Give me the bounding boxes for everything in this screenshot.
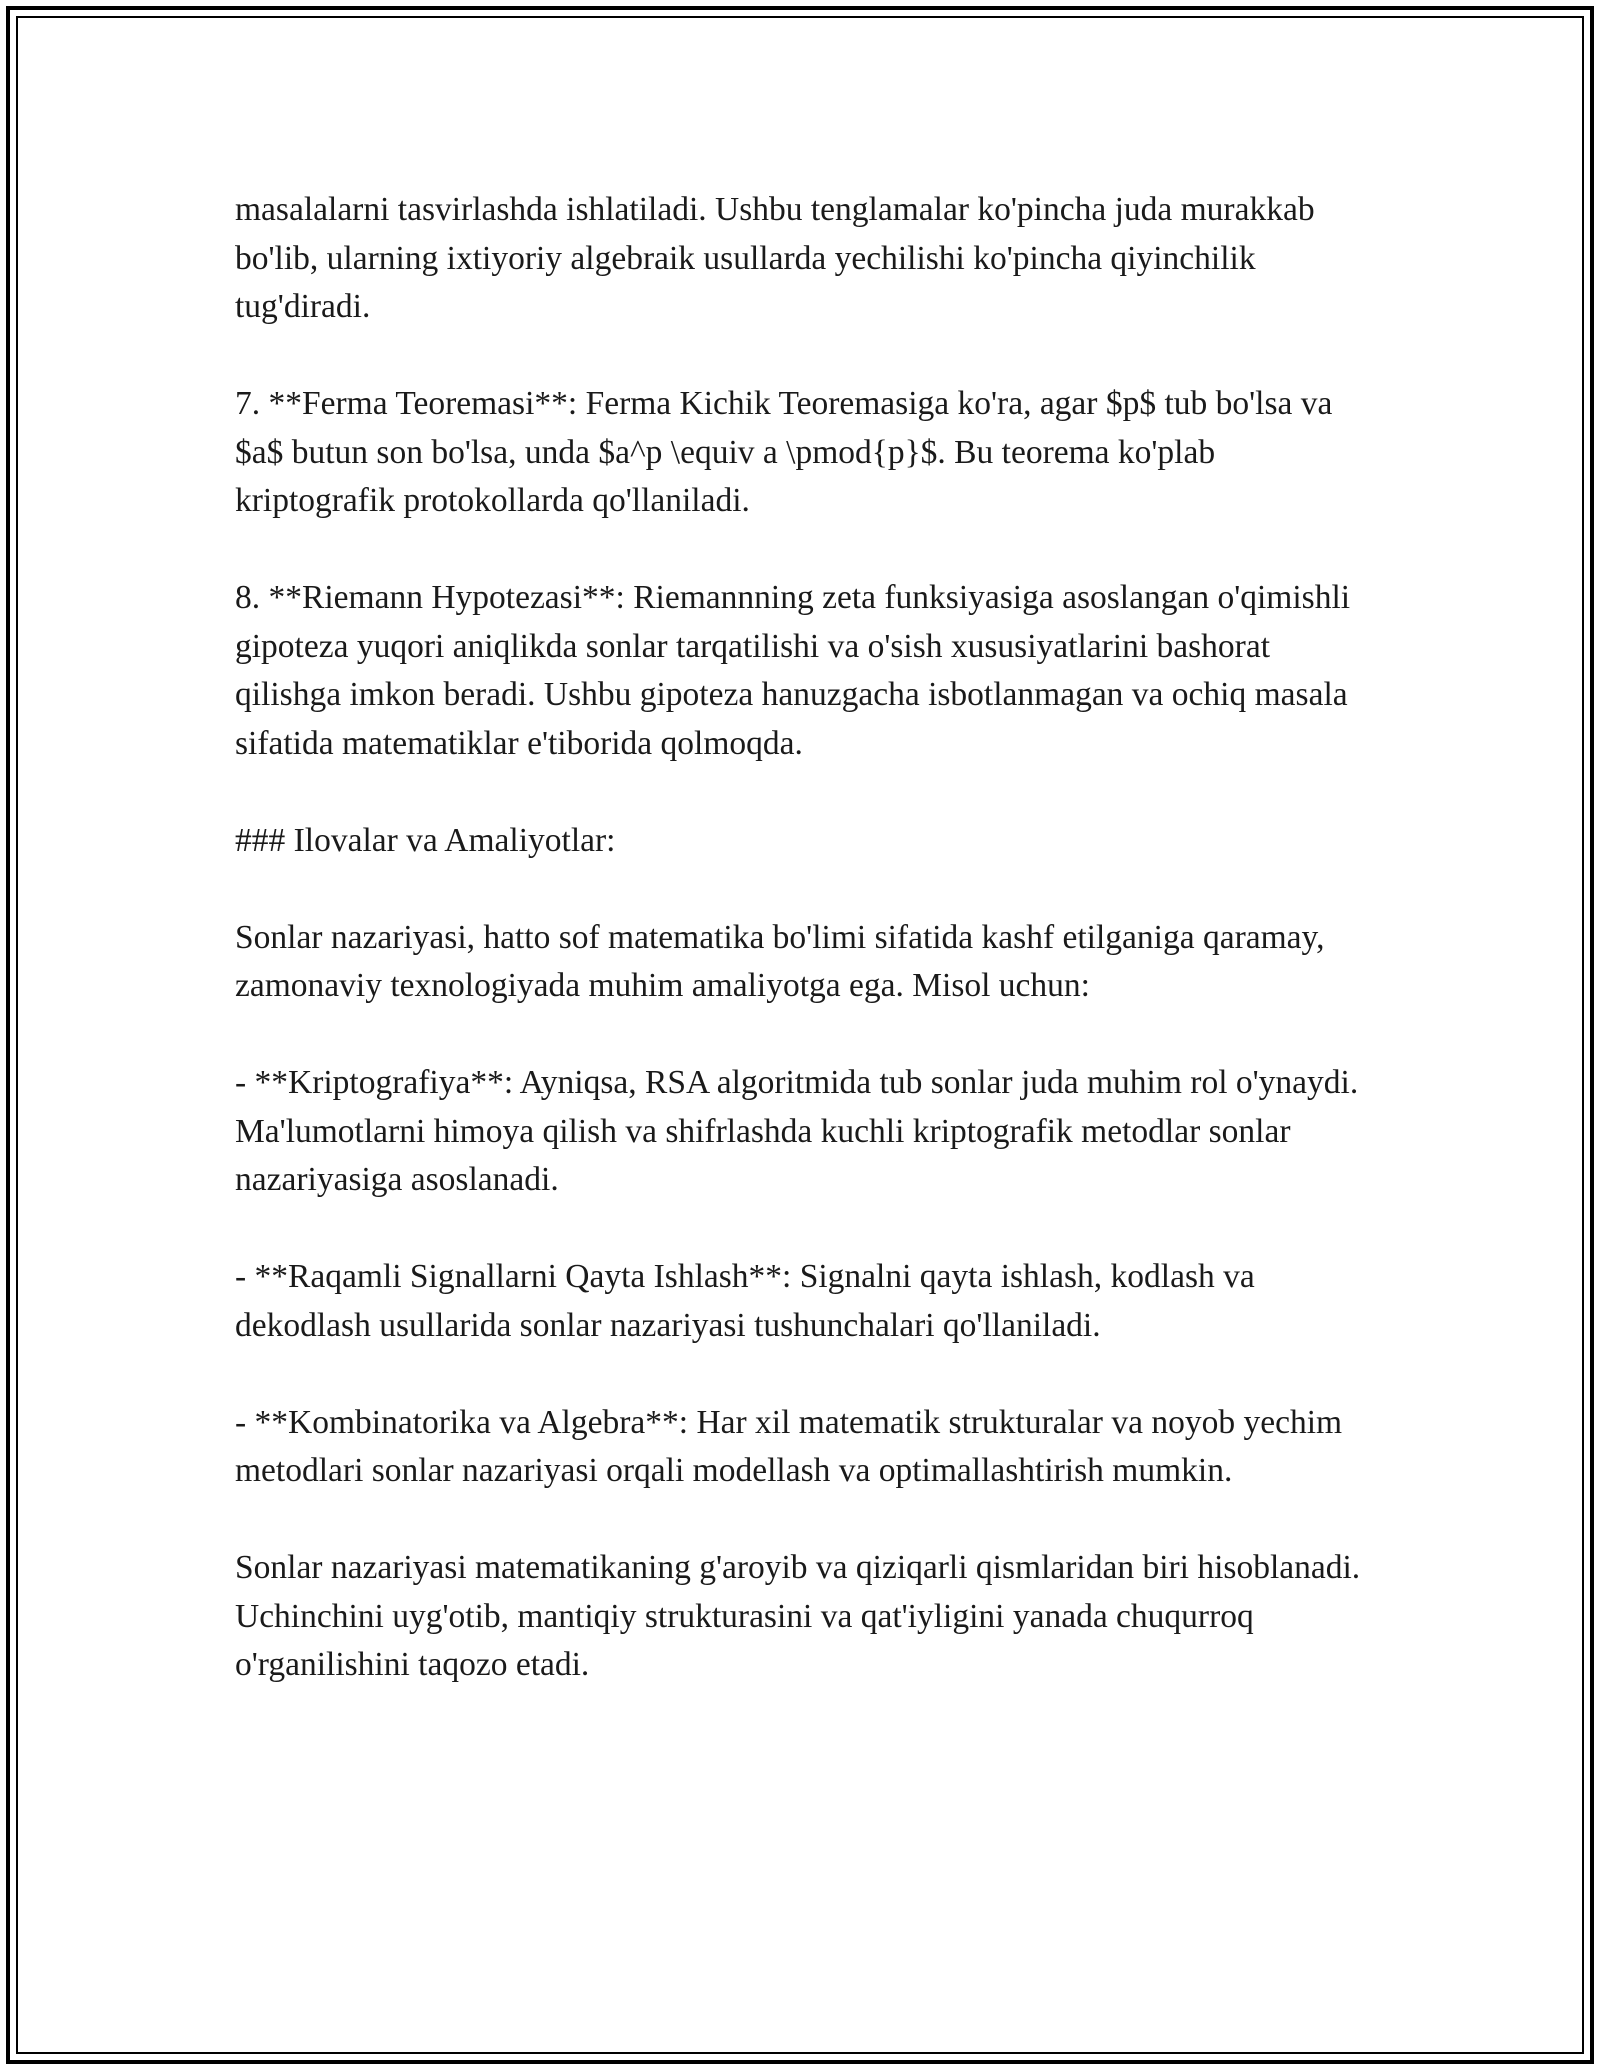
- paragraph-applications-intro: Sonlar nazariyasi, hatto sof matematika bo'limi sifatida kashf etilganiga qaramay, zamonaviy texnologiyada muhim amaliyotga ega. Misol uchun:: [235, 918, 1325, 1004]
- document-body: [235, 186, 1365, 1738]
- paragraph-conclusion: Sonlar nazariyasi matematikaning g'aroyib va qiziqarli qismlaridan biri hisoblanadi. Uchinchini uyg'otib, mantiqiy strukturasini va qat'iyligini yanada chuqurroq o'rganilishini taqozo etadi.: [235, 1549, 1361, 1683]
- list-item-signal-processing: - **Raqamli Signallarni Qayta Ishlash**: Signalni qayta ishlash, kodlash va dekodlash usullarida sonlar nazariyasi tushunchalari qo'llaniladi.: [235, 1258, 1255, 1344]
- section-heading-applications: ### Ilovalar va Amaliyotlar:: [235, 821, 616, 859]
- list-item-combinatorics: - **Kombinatorika va Algebra**: Har xil matematik strukturalar va noyob yechim metodlari sonlar nazariyasi orqali modellash va optimallashtirish mumkin.: [235, 1403, 1343, 1489]
- list-item-cryptography: - **Kriptografiya**: Ayniqsa, RSA algoritmida tub sonlar juda muhim rol o'ynaydi. Ma'lumotlarni himoya qilish va shifrlashda kuchli kriptografik metodlar sonlar nazariyasiga asoslanadi.: [235, 1064, 1359, 1198]
- paragraph-riemann-hypothesis: 8. **Riemann Hypotezasi**: Riemannning zeta funksiyasiga asoslangan o'qimishli gipoteza yuqori aniqlikda sonlar tarqatilishi va o'sish xususiyatlarini bashorat qilishga imkon beradi. Ushbu gipoteza hanuzgacha isbotlanmagan va ochiq masala sifatida matematiklar e'tiborida qolmoqda.: [235, 579, 1351, 762]
- paragraph-fermat-theorem: 7. **Ferma Teoremasi**: Ferma Kichik Teoremasiga ko'ra, agar $p$ tub bo'lsa va $a$ butun son bo'lsa, unda $a^p \equiv a \pmod{p}$. Bu teorema ko'plab kriptografik protokollarda qo'llaniladi.: [235, 385, 1333, 519]
- paragraph-equations-continued: masalalarni tasvirlashda ishlatiladi. Ushbu tenglamalar ko'pincha juda murakkab bo'lib, ularning ixtiyoriy algebraik usullarda yechilishi ko'pincha qiyinchilik tug'diradi.: [235, 191, 1315, 325]
